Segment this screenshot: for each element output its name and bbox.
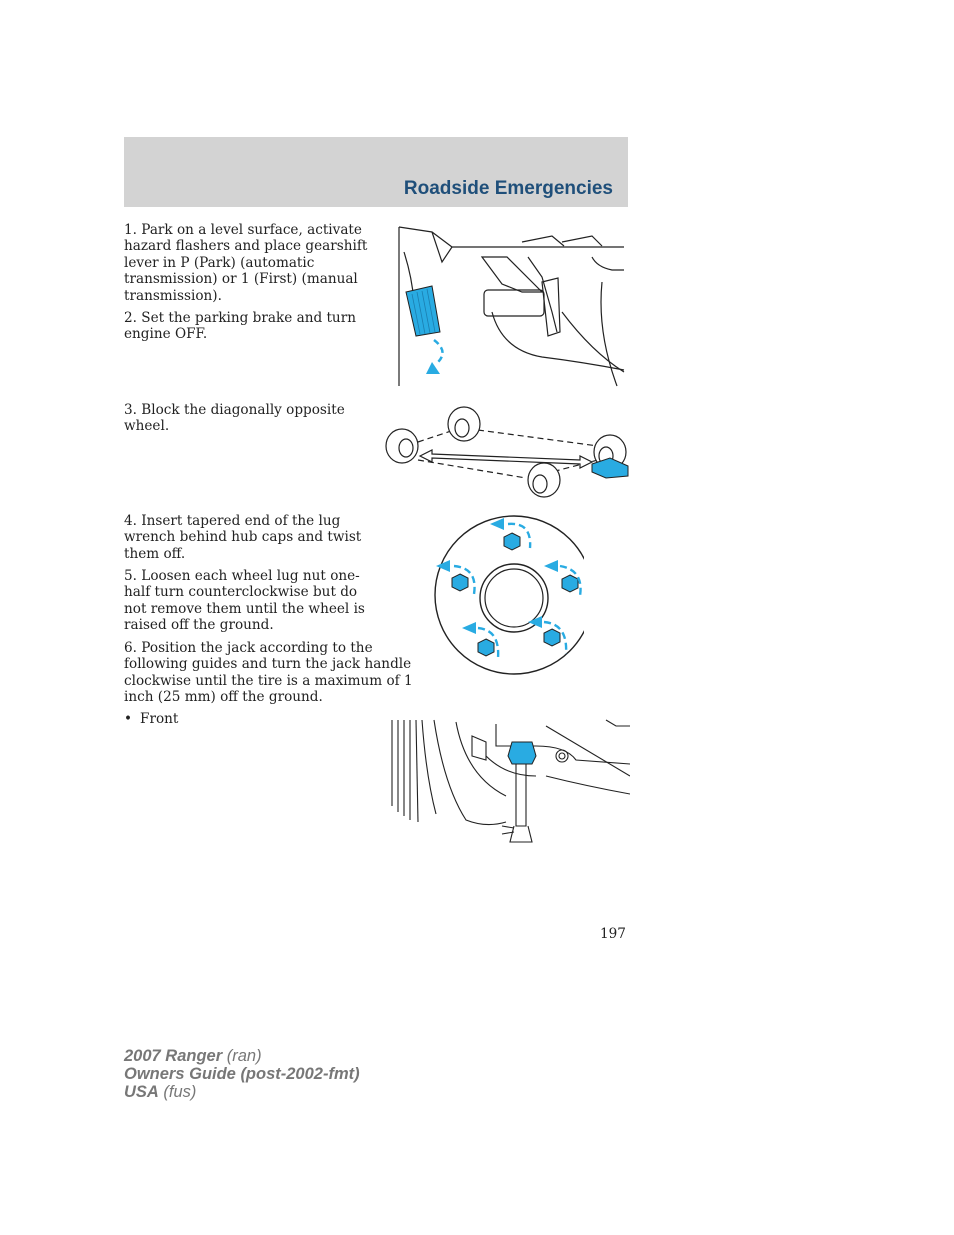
- footer-line-3: USA (fus): [124, 1083, 197, 1101]
- bullet-marker: •: [124, 711, 133, 727]
- footer-line-1: 2007 Ranger (ran): [124, 1047, 262, 1065]
- section-title: Roadside Emergencies: [403, 178, 613, 199]
- step-5: 5. Loosen each wheel lug nut one-half turn counterclockwise but do not remove them until the wheel is raised off the ground.: [124, 568, 365, 634]
- lug-nut-loosening-illustration: [434, 514, 584, 676]
- wheel-block-illustration: [384, 402, 630, 500]
- step-3: 3. Block the diagonally opposite wheel.: [124, 402, 345, 435]
- footer-line-2: Owners Guide (post-2002-fmt): [124, 1065, 360, 1083]
- parking-brake-pedal-illustration: [392, 222, 628, 388]
- bullet-text: Front: [140, 711, 179, 727]
- step-2: 2. Set the parking brake and turn engine OFF.: [124, 310, 356, 343]
- document-footer: [124, 1047, 360, 1101]
- front-jack-position-illustration: [386, 716, 630, 846]
- section-header: [124, 137, 628, 207]
- bullet-front: [124, 711, 324, 727]
- step-4: 4. Insert tapered end of the lug wrench behind hub caps and twist them off.: [124, 513, 362, 562]
- page-number: 197: [600, 926, 626, 942]
- step-6: 6. Position the jack according to the following guides and turn the jack handle clockwise until the tire is a maximum of 1 inch (25 mm) off the ground.: [124, 640, 413, 706]
- step-1: 1. Park on a level surface, activate hazard flashers and place gearshift lever in P (Park) (automatic transmission) or 1 (First) (manual transmission).: [124, 222, 368, 304]
